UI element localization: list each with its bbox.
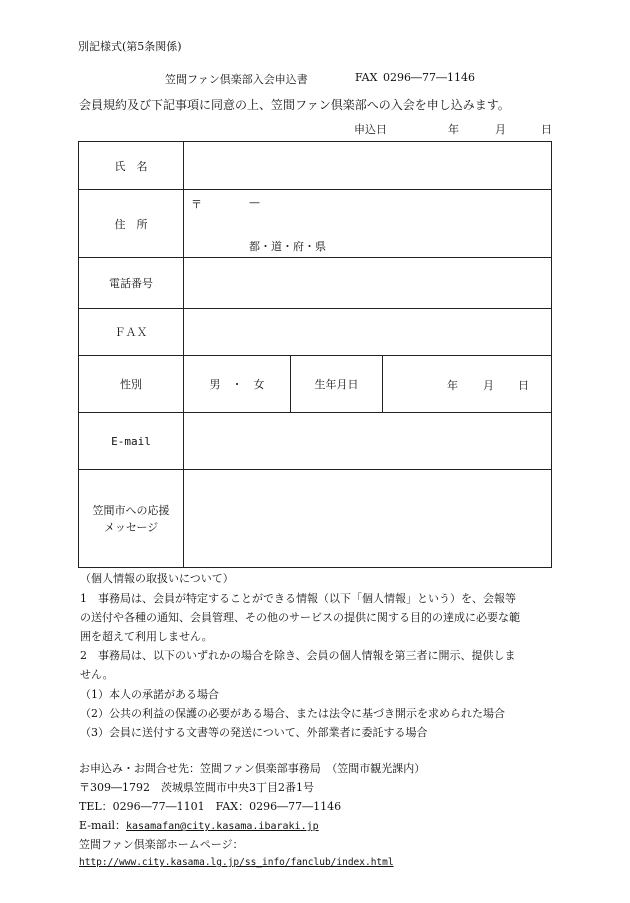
privacy-p2-line2: せん。 bbox=[80, 668, 114, 681]
phone-row bbox=[79, 258, 552, 309]
message-label-line-2: メッセージ bbox=[103, 520, 159, 534]
fax-row bbox=[79, 309, 552, 356]
intro-text: 会員規約及び下記事項に同意の上、笠間ファン倶楽部への入会を申し込みます。 bbox=[79, 98, 510, 112]
email-label: E-mail bbox=[79, 413, 184, 470]
privacy-p1-line2: の送付や各種の通知、会員管理、その他のサービスの提供に関する目的の達成に必要な範 bbox=[80, 611, 520, 624]
privacy-item-2: （2）公共の利益の保護の必要がある場合、または法令に基づき開示を求められた場合 bbox=[80, 707, 505, 720]
privacy-p1-line3: 囲を超えて利用しません。 bbox=[80, 630, 213, 643]
fax-header-label: FAX bbox=[355, 71, 378, 84]
address-field[interactable] bbox=[184, 190, 552, 258]
birth-date-label: 生年月日 bbox=[291, 356, 383, 413]
gender-options[interactable]: 男 ・ 女 bbox=[184, 356, 291, 413]
privacy-heading: （個人情報の取扱いについて） bbox=[80, 572, 234, 585]
email-prefix: E-mail： bbox=[79, 819, 126, 832]
birth-month: 月 bbox=[483, 379, 494, 392]
contact-email-link[interactable]: kasamafan@city.kasama.ibaraki.jp bbox=[125, 821, 319, 832]
application-form-table bbox=[78, 141, 552, 568]
date-month: 月 bbox=[495, 123, 506, 136]
fax-header-number: 0296―77―1146 bbox=[383, 71, 475, 84]
name-label: 氏 名 bbox=[79, 142, 184, 190]
annex-label: 別記様式(第5条関係) bbox=[78, 40, 182, 53]
privacy-item-1: （1）本人の承諾がある場合 bbox=[80, 688, 219, 701]
postal-dash: — bbox=[249, 196, 260, 209]
privacy-item-3: （3）会員に送付する文書等の発送について、外部業者に委託する場合 bbox=[80, 726, 428, 739]
message-field[interactable] bbox=[184, 470, 552, 568]
email-row bbox=[79, 413, 552, 470]
date-year: 年 bbox=[448, 123, 459, 136]
address-row bbox=[79, 190, 552, 258]
message-label-line-1: 笠間市への応援 bbox=[92, 503, 170, 517]
homepage-url-link[interactable]: http://www.city.kasama.lg.jp/ss_info/fanclub/index.html bbox=[79, 857, 394, 868]
homepage-label: 笠間ファン倶楽部ホームページ： bbox=[79, 838, 244, 851]
application-date-label: 申込日 bbox=[354, 123, 387, 136]
message-row bbox=[79, 470, 552, 568]
postal-mark: 〒 bbox=[191, 198, 202, 211]
form-title: 笠間ファン倶楽部入会申込書 bbox=[165, 73, 308, 86]
address-label: 住 所 bbox=[79, 190, 184, 258]
prefecture-text: 都・道・府・県 bbox=[249, 240, 326, 253]
birth-year: 年 bbox=[447, 379, 458, 392]
privacy-p1-line1: 1 事務局は、会員が特定することができる情報（以下「個人情報」という）を、会報等 bbox=[80, 592, 516, 605]
privacy-p2-line1: 2 事務局は、以下のいずれかの場合を除き、会員の個人情報を第三者に開示、提供しま bbox=[80, 649, 516, 662]
homepage-url-line bbox=[79, 855, 394, 868]
contact-email-line bbox=[79, 817, 319, 833]
birth-date-field[interactable] bbox=[383, 356, 552, 413]
email-field[interactable] bbox=[184, 413, 552, 470]
birth-day: 日 bbox=[518, 379, 529, 392]
gender-label: 性別 bbox=[79, 356, 184, 413]
date-day: 日 bbox=[541, 123, 552, 136]
name-row bbox=[79, 142, 552, 190]
phone-label: 電話番号 bbox=[79, 258, 184, 309]
message-label bbox=[79, 470, 184, 568]
fax-field[interactable] bbox=[184, 309, 552, 356]
fax-label: ＦＡＸ bbox=[79, 309, 184, 356]
contact-line-3: TEL：0296―77―1101 FAX：0296―77―1146 bbox=[79, 800, 342, 813]
phone-field[interactable] bbox=[184, 258, 552, 309]
name-field[interactable] bbox=[184, 142, 552, 190]
contact-line-1: お申込み・お問合せ先：笠間ファン倶楽部事務局 （笠間市観光課内） bbox=[79, 762, 426, 775]
gender-birth-row bbox=[79, 356, 552, 413]
contact-line-2: 〒309―1792 茨城県笠間市中央3丁目2番1号 bbox=[79, 781, 314, 794]
